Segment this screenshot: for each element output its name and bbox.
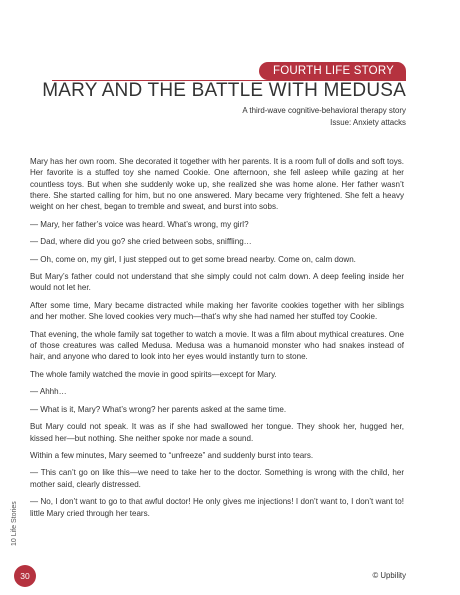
paragraph: But Mary could not speak. It was as if she had swallowed her tongue. They shook her, hugged her, kissed her—but nothing. She neither spoke nor made a sound. bbox=[30, 422, 404, 443]
paragraph: That evening, the whole family sat together to watch a movie. It was a film about mythical creatures. One of those creatures was called Medusa. Medusa was a humanoid monster who had snakes instead of hair, and anyone who dared to look into her eyes would instantly turn to stone. bbox=[30, 329, 404, 362]
paragraph: Mary has her own room. She decorated it together with her parents. It is a room full of dolls and soft toys. Her favorite is a stuffed toy she named Cookie. One afternoon, she fell asleep while gazing at her countless toys. But when she suddenly woke up, she realized she was home alone. Her father wasn’t there. She started calling for him, but no one answered. Mary became very frightened. She felt a heavy weight on her chest, began to tremble and sweat, and burst into sobs. bbox=[30, 157, 404, 212]
paragraph: Within a few minutes, Mary seemed to “unfreeze” and suddenly burst into tears. bbox=[30, 451, 314, 460]
page-title: MARY AND THE BATTLE WITH MEDUSA bbox=[42, 80, 406, 101]
story-badge: FOURTH LIFE STORY bbox=[259, 62, 406, 80]
paragraph: — What is it, Mary? What’s wrong? her parents asked at the same time. bbox=[30, 404, 287, 414]
paragraph: After some time, Mary became distracted while making her favorite cookies together with her siblings and her mother. She loved cookies very much—that’s why she had named her stuffed toy Cookie. bbox=[30, 300, 404, 322]
paragraph: — Oh, come on, my girl, I just stepped out to get some bread nearby. Come on, calm down. bbox=[30, 254, 356, 264]
copyright: © Upbility bbox=[372, 571, 406, 580]
paragraph: — Dad, where did you go? she cried between sobs, sniffling… bbox=[30, 237, 252, 247]
paragraph: — This can’t go on like this—we need to take her to the doctor. Something is wrong with the child, her mother said, clearly distressed. bbox=[30, 468, 404, 489]
story-body bbox=[30, 156, 404, 525]
subtitle-line-1: A third-wave cognitive-behavioral therapy story bbox=[242, 106, 406, 115]
page-number: 30 bbox=[14, 565, 36, 587]
paragraph: The whole family watched the movie in good spirits—except for Mary. bbox=[30, 369, 277, 379]
paragraph: But Mary’s father could not understand that she simply could not calm down. A deep feeling inside her would not let her. bbox=[30, 272, 404, 293]
paragraph: — No, I don’t want to go to that awful doctor! He only gives me injections! I don’t want to, I don’t want to! little Mary cried through her tears. bbox=[30, 497, 404, 518]
paragraph: — Ahhh… bbox=[30, 387, 67, 397]
subtitle bbox=[242, 105, 406, 129]
paragraph: — Mary, her father’s voice was heard. What’s wrong, my girl? bbox=[30, 219, 249, 229]
subtitle-line-2: Issue: Anxiety attacks bbox=[330, 118, 406, 127]
book-title-sidebar: 10 Life Stories bbox=[11, 501, 18, 546]
